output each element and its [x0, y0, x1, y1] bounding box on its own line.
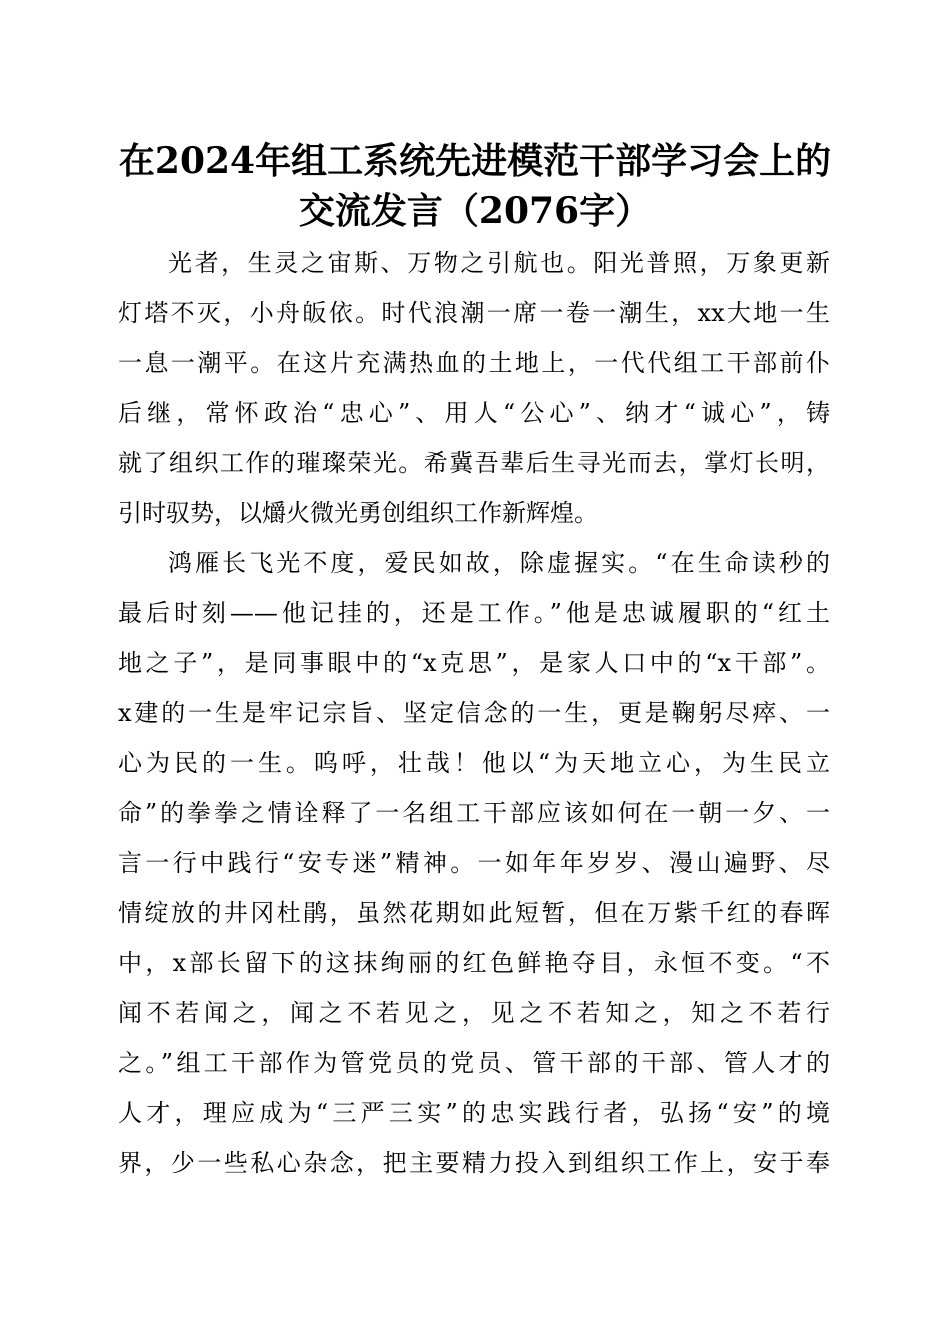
paragraph-2 [118, 538, 830, 1188]
paragraph-line: 光者，生灵之宙斯、万物之引航也。阳光普照，万象更新 [168, 249, 830, 277]
paragraph-line: 就了组织工作的璀璨荣光。希冀吾辈后生寻光而去，掌灯长明， [118, 449, 830, 477]
paragraph-line: x建的一生是牢记宗旨、坚定信念的一生，更是鞠躬尽瘁、一 [118, 699, 830, 727]
paragraph-line: 中，x部长留下的这抹绚丽的红色鲜艳夺目，永恒不变。“不 [118, 949, 830, 977]
paragraph-line: 之。”组工干部作为管党员的党员、管干部的干部、管人才的 [118, 1049, 830, 1077]
document-title-line-2: 交流发言（2076字） [298, 190, 652, 232]
document-title-line-1: 在2024年组工系统先进模范干部学习会上的 [118, 140, 832, 182]
paragraph-line: 人才，理应成为“三严三实”的忠实践行者，弘扬“安”的境 [118, 1099, 830, 1127]
paragraph-line: 闻不若闻之，闻之不若见之，见之不若知之，知之不若行 [118, 999, 830, 1027]
paragraph-line: 情绽放的井冈杜鹃，虽然花期如此短暂，但在万紫千红的春晖 [118, 899, 830, 927]
paragraph-line: 后继，常怀政治“忠心”、用人“公心”、纳才“诚心”，铸 [118, 399, 830, 427]
paragraph-1 [118, 238, 830, 538]
paragraph-line: 灯塔不灭，小舟皈依。时代浪潮一席一卷一潮生，xx大地一生 [118, 299, 830, 327]
paragraph-line: 最后时刻——他记挂的，还是工作。”他是忠诚履职的“红土 [118, 599, 830, 627]
paragraph-line: 地之子”，是同事眼中的“x克思”，是家人口中的“x干部”。 [118, 649, 830, 677]
paragraph-line: 引时驭势，以爝火微光勇创组织工作新辉煌。 [118, 499, 598, 527]
paragraph-line: 界，少一些私心杂念，把主要精力投入到组织工作上，安于奉 [118, 1149, 830, 1177]
paragraph-line: 心为民的一生。呜呼，壮哉！他以“为天地立心，为生民立 [118, 749, 830, 777]
paragraph-line: 一息一潮平。在这片充满热血的土地上，一代代组工干部前仆 [118, 349, 830, 377]
paragraph-line: 命”的拳拳之情诠释了一名组工干部应该如何在一朝一夕、一 [118, 799, 830, 827]
paragraph-line: 鸿雁长飞光不度，爱民如故，除虚握实。“在生命读秒的 [168, 549, 830, 577]
paragraph-line: 言一行中践行“安专迷”精神。一如年年岁岁、漫山遍野、尽 [118, 849, 830, 877]
